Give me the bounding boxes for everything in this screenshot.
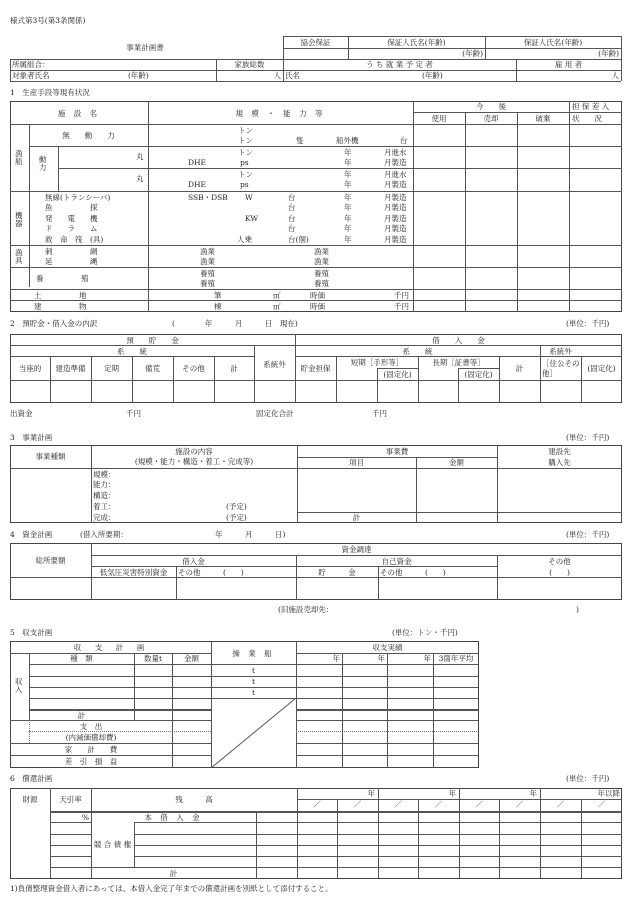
year-header-4[interactable]: 年以降 bbox=[597, 789, 620, 798]
senen-label: 千円 bbox=[394, 302, 409, 311]
chokin-header: 貯 金 bbox=[318, 568, 356, 577]
kazoku-label: 家族総数 bbox=[234, 60, 265, 69]
col-biko: 備荒 bbox=[145, 364, 160, 373]
yochokin-header: 預 貯 金 bbox=[126, 336, 179, 345]
guarantor2-label: 保証人氏名(年齢) bbox=[523, 38, 583, 47]
col-teiki: 定期 bbox=[104, 364, 119, 373]
sashihiki-label: 差 引 損 益 bbox=[64, 757, 118, 766]
jigyo-shurui-header: 事業種類 bbox=[35, 452, 66, 461]
date-slash[interactable]: ／ bbox=[313, 800, 321, 809]
taisho-age[interactable]: (年齢) bbox=[128, 71, 149, 80]
percent-label: % bbox=[81, 813, 89, 822]
dai-label: 台 bbox=[288, 203, 296, 212]
yoshoku-label: 養 殖 bbox=[36, 274, 89, 283]
zaigen-header: 財源 bbox=[22, 795, 38, 804]
keito-header-2: 系 統 bbox=[402, 347, 433, 356]
tochi-label: 土 地 bbox=[34, 291, 87, 300]
date-slash[interactable]: ／ bbox=[394, 800, 402, 809]
sec2-unit: (単位：千円) bbox=[566, 319, 610, 328]
col-shiyo: 使用 bbox=[431, 114, 447, 123]
dai-label: 台 bbox=[288, 224, 296, 233]
haenawa-label: 延 縄 bbox=[45, 257, 98, 266]
col-kei: 計 bbox=[230, 364, 238, 373]
nen-label: 年 bbox=[344, 170, 352, 179]
t-unit: t bbox=[251, 677, 255, 686]
page-title: 事業計画書 bbox=[126, 43, 164, 52]
keitogai-header-2: 系統外 bbox=[549, 347, 572, 356]
t-unit: t bbox=[251, 688, 255, 697]
t-unit: t bbox=[251, 666, 255, 675]
shinsui-label: 月進水 bbox=[384, 170, 407, 179]
shimei-label: 氏名 bbox=[285, 71, 300, 80]
dhe-2: DHE bbox=[188, 180, 207, 189]
shozoku-field[interactable]: 所属組合： bbox=[12, 60, 50, 69]
col-tanki: 短期［手形等］ bbox=[350, 358, 404, 367]
section4-title: 4 資金計画 bbox=[10, 530, 53, 539]
diagonal-slash bbox=[211, 698, 296, 768]
sec3-unit: (単位：千円) bbox=[566, 433, 610, 442]
kyogo-saiken-label: 競 合 債 権 bbox=[93, 840, 132, 849]
karirekin-header: 借 入 金 bbox=[432, 336, 485, 345]
gyosen-label: 漁船 bbox=[15, 149, 23, 167]
section3-title: 3 事業計画 bbox=[10, 433, 53, 442]
dhe-1: DHE bbox=[188, 158, 207, 167]
col-koteika-3: (固定化) bbox=[587, 364, 616, 373]
sengaiki-label: 船外機 bbox=[336, 136, 359, 145]
karire-jiki-label: (借入所要期： bbox=[80, 530, 128, 539]
gyogyo-label: 漁業 bbox=[200, 247, 215, 256]
doryoku-label: 動力 bbox=[39, 155, 47, 173]
ps-2: ps bbox=[240, 180, 249, 189]
kyu-shisetsu-label: (旧施設売却先： bbox=[278, 605, 334, 614]
w-label: W bbox=[245, 193, 253, 202]
ton-b: トン bbox=[238, 136, 253, 145]
kyu-shisetsu-close: ) bbox=[576, 605, 579, 614]
m2-label: ㎡ bbox=[273, 302, 281, 311]
genka-label: (内減価償却費) bbox=[65, 733, 117, 742]
ssb-label: SSB・DSB bbox=[188, 193, 228, 202]
ton-c: トン bbox=[238, 148, 253, 157]
col-kenzo: 建造準備 bbox=[55, 364, 86, 373]
kingaku-header: 金額 bbox=[449, 458, 464, 467]
guarantor1-age[interactable]: (年齢) bbox=[462, 49, 483, 58]
mune-label: 棟 bbox=[214, 302, 222, 311]
koyosha-nin[interactable]: 人 bbox=[611, 71, 619, 80]
maru-1: 丸 bbox=[136, 152, 144, 161]
seizo-label: 月製造 bbox=[384, 203, 407, 212]
yotei-label: (予定) bbox=[226, 513, 247, 522]
karirekin-header: 借入金 bbox=[182, 557, 205, 566]
yotei-label: (予定) bbox=[226, 502, 247, 511]
jiko-shikin-header: 自己資金 bbox=[381, 557, 412, 566]
col-sonota: その他 bbox=[182, 364, 205, 373]
maru-2: 丸 bbox=[136, 174, 144, 183]
suryo-header: 数量t bbox=[143, 654, 162, 663]
yoshoku-field: 養殖 bbox=[200, 279, 215, 288]
date-slash[interactable]: ／ bbox=[597, 800, 606, 809]
sec5-unit: (単位：トン・千円) bbox=[392, 628, 458, 637]
keito-header: 系 統 bbox=[117, 347, 147, 356]
sonota-paren-2[interactable]: その他 ( ) bbox=[380, 568, 446, 577]
teikiatsu-header: 低気圧災害特別資金 bbox=[99, 568, 168, 577]
kibo-field[interactable]: 規模： bbox=[93, 470, 116, 479]
nen-header[interactable]: 年 bbox=[377, 654, 385, 663]
ton-d: トン bbox=[238, 170, 253, 179]
seizo-label: 月製造 bbox=[384, 214, 407, 223]
kiki-item-0: 無線(トランシーバ) bbox=[45, 193, 111, 202]
hitsu-label: 筆 bbox=[214, 291, 222, 300]
shushi-keikaku-header: 収 支 計 画 bbox=[73, 643, 148, 652]
shusshikin-label: 出資金 bbox=[10, 409, 33, 418]
dai-label: 台 bbox=[400, 136, 408, 145]
sonota-paren-3[interactable]: ( ) bbox=[549, 568, 570, 577]
senen-label: 千円 bbox=[394, 291, 409, 300]
jika-label: 時価 bbox=[310, 291, 325, 300]
col-haiki: 破棄 bbox=[535, 114, 551, 123]
col-baikyaku: 売却 bbox=[483, 114, 499, 123]
kiki-item-1: 魚 探 bbox=[45, 203, 98, 212]
sonota-paren-1[interactable]: その他 ( ) bbox=[178, 568, 244, 577]
col-tanpo1: 担 保 差 入 bbox=[572, 102, 610, 111]
seizo-label: 月製造 bbox=[384, 224, 407, 233]
footnote: 1)負債整理資金借入者にあっては、本借入金完了年までの償還計画を別紙として添付すること。 bbox=[10, 884, 333, 893]
koteika-gokei-unit: 千円 bbox=[372, 409, 387, 418]
section6-title: 6 償還計画 bbox=[10, 774, 53, 783]
gyogyo-label: 漁業 bbox=[314, 257, 329, 266]
yoshoku-field: 養殖 bbox=[314, 279, 329, 288]
gyogu-label: 漁具 bbox=[15, 248, 23, 266]
seizo-label: 月製造 bbox=[384, 235, 407, 244]
nen-label: 年 bbox=[344, 180, 352, 189]
col-shisetsu: 施 設 名 bbox=[57, 109, 101, 118]
sec2-date[interactable]: ( 年 月 日 現在) bbox=[172, 319, 298, 328]
nen-label: 年 bbox=[344, 158, 352, 167]
yoshoku-field: 養殖 bbox=[314, 269, 329, 278]
dai-label: 台 bbox=[288, 193, 296, 202]
kiki-item-3: ド ラ ム bbox=[45, 224, 98, 233]
shurui-header: 種 類 bbox=[70, 654, 93, 663]
seizo-label: 月製造 bbox=[384, 158, 407, 167]
yoshoku-field: 養殖 bbox=[200, 269, 215, 278]
sashiami-label: 刺 網 bbox=[45, 247, 98, 256]
col-keitogai-sub: ［住公その他］ bbox=[542, 359, 580, 378]
col-choki: 長期［証書等］ bbox=[432, 358, 485, 367]
hon-karire-label: 本 借 入 金 bbox=[144, 813, 203, 822]
shunyu-label: 収入 bbox=[15, 677, 23, 695]
date-slash[interactable]: ／ bbox=[475, 800, 483, 809]
col-kongo: 今 後 bbox=[476, 102, 506, 111]
mudoryoku-label: 無 動 力 bbox=[62, 131, 115, 140]
nen-header[interactable]: 年 bbox=[332, 654, 340, 663]
form-id: 様式第3号(第3条関係) bbox=[10, 16, 86, 25]
koteika-gokei-label: 固定化合計 bbox=[256, 409, 294, 418]
m2-label: ㎡ bbox=[273, 291, 281, 300]
kw-label: KW bbox=[245, 214, 259, 223]
guarantor2-age[interactable]: (年齢) bbox=[598, 49, 619, 58]
ninjo-label: 人乗 bbox=[237, 235, 252, 244]
sec6-kei: 計 bbox=[169, 869, 178, 878]
chakko-field[interactable]: 着工： bbox=[93, 502, 116, 511]
nen-label: 年 bbox=[344, 235, 352, 244]
date-slash[interactable]: ／ bbox=[353, 800, 362, 809]
ps-1: ps bbox=[240, 158, 249, 167]
date-slash[interactable]: ／ bbox=[556, 800, 565, 809]
sec4-unit: (単位：千円) bbox=[566, 530, 610, 539]
taisho-label: 対象者氏名 bbox=[12, 71, 50, 80]
col-koteika-2: (固定化) bbox=[464, 370, 493, 379]
col-touza: 当座的 bbox=[18, 364, 42, 373]
col-koteika-1: (固定化) bbox=[383, 370, 412, 379]
koyosha-label: 雇 用 者 bbox=[554, 60, 583, 69]
tenbiki-header: 天引率 bbox=[59, 795, 82, 804]
komoku-header: 項目 bbox=[349, 458, 364, 467]
section2-title: 2 預貯金・借入金の内訳 bbox=[10, 319, 98, 328]
guarantor1-label: 保証人氏名(年齢) bbox=[387, 38, 446, 47]
shunyu-kei: 計 bbox=[77, 711, 86, 720]
soshoyo-header: 総所要額 bbox=[35, 556, 66, 565]
chotatsu-header: 資金調達 bbox=[341, 545, 372, 554]
shushi-jisseki-header: 収支実績 bbox=[372, 643, 403, 652]
konyu-header: 購入先 bbox=[548, 458, 571, 467]
seki-label: 隻 bbox=[296, 136, 304, 145]
nen-label: 年 bbox=[344, 214, 352, 223]
shimei-age[interactable]: (年齢) bbox=[422, 71, 443, 80]
section1-title: 1 生産手段等現有状況 bbox=[10, 88, 90, 97]
jika-label: 時価 bbox=[310, 302, 325, 311]
shisetsu-sub-header: (規模・能力・構造・着工・完成等) bbox=[134, 457, 254, 466]
shisetsu-naiyo-header: 施設の内容 bbox=[175, 447, 213, 456]
kiki-item-4: 救 命 筏 (具) bbox=[45, 235, 104, 244]
nen-label: 年 bbox=[344, 148, 352, 157]
nen-label: 年 bbox=[344, 193, 352, 202]
sec6-unit: (単位：千円) bbox=[566, 774, 610, 783]
ton-a: トン bbox=[238, 126, 253, 135]
kansei-field[interactable]: 完成： bbox=[93, 513, 116, 522]
date-slash[interactable]: ／ bbox=[434, 800, 443, 809]
dai-ko-label: 台(個) bbox=[288, 235, 309, 244]
tatemono-label: 建 物 bbox=[34, 302, 87, 311]
kingaku-header: 金額 bbox=[184, 654, 199, 663]
year-header-1[interactable]: 年 bbox=[367, 789, 375, 798]
shusshikin-unit: 千円 bbox=[126, 409, 141, 418]
date-slash[interactable]: ／ bbox=[515, 800, 524, 809]
gyogyo-label: 漁業 bbox=[314, 247, 329, 256]
col-tanpo2: 状 況 bbox=[572, 114, 602, 123]
zandaka-header: 残 高 bbox=[175, 795, 213, 804]
shugyo-label: う ち 就 業 予 定 者 bbox=[366, 60, 433, 69]
col-chokin-tanpo: 貯金担保 bbox=[300, 364, 331, 373]
shinsui-label: 月進水 bbox=[384, 148, 407, 157]
kyokai-hosho-label: 協会保証 bbox=[300, 38, 331, 47]
nen-label: 年 bbox=[344, 203, 352, 212]
shishutsu-label: 支 出 bbox=[79, 722, 103, 731]
keitogai-header: 系統外 bbox=[263, 360, 286, 369]
heikin-header: 3箇年平均 bbox=[438, 654, 474, 663]
col-kibo: 規 模 ・ 能 力 等 bbox=[235, 109, 326, 118]
kiki-label: 機器 bbox=[15, 211, 23, 229]
kensetsu-header: 建設先 bbox=[548, 447, 571, 456]
year-header-3[interactable]: 年 bbox=[529, 789, 537, 798]
gyogyo-label: 漁業 bbox=[200, 257, 215, 266]
sogyo-sen-header: 操 業 船 bbox=[232, 649, 275, 658]
noryoku-field[interactable]: 能力： bbox=[93, 480, 116, 489]
sonota-header: その他 bbox=[548, 557, 571, 566]
dai-label: 台 bbox=[288, 214, 296, 223]
sec3-kei: 計 bbox=[352, 513, 361, 522]
jigyohi-header: 事業費 bbox=[385, 447, 409, 456]
seizo-label: 月製造 bbox=[384, 193, 407, 202]
kazoku-nin[interactable]: 人 bbox=[273, 71, 281, 80]
kiki-item-2: 発 電 機 bbox=[45, 214, 98, 223]
karire-jiki-date[interactable]: 年 月 日) bbox=[215, 530, 286, 539]
year-header-2[interactable]: 年 bbox=[448, 789, 456, 798]
kozo-field[interactable]: 構造： bbox=[93, 491, 116, 500]
nen-header[interactable]: 年 bbox=[423, 654, 431, 663]
kakei-label: 家 計 費 bbox=[64, 745, 118, 754]
seizo-label: 月製造 bbox=[384, 180, 407, 189]
section5-title: 5 収支計画 bbox=[10, 628, 53, 637]
col-kei-2: 計 bbox=[515, 364, 524, 373]
nen-label: 年 bbox=[344, 224, 352, 233]
